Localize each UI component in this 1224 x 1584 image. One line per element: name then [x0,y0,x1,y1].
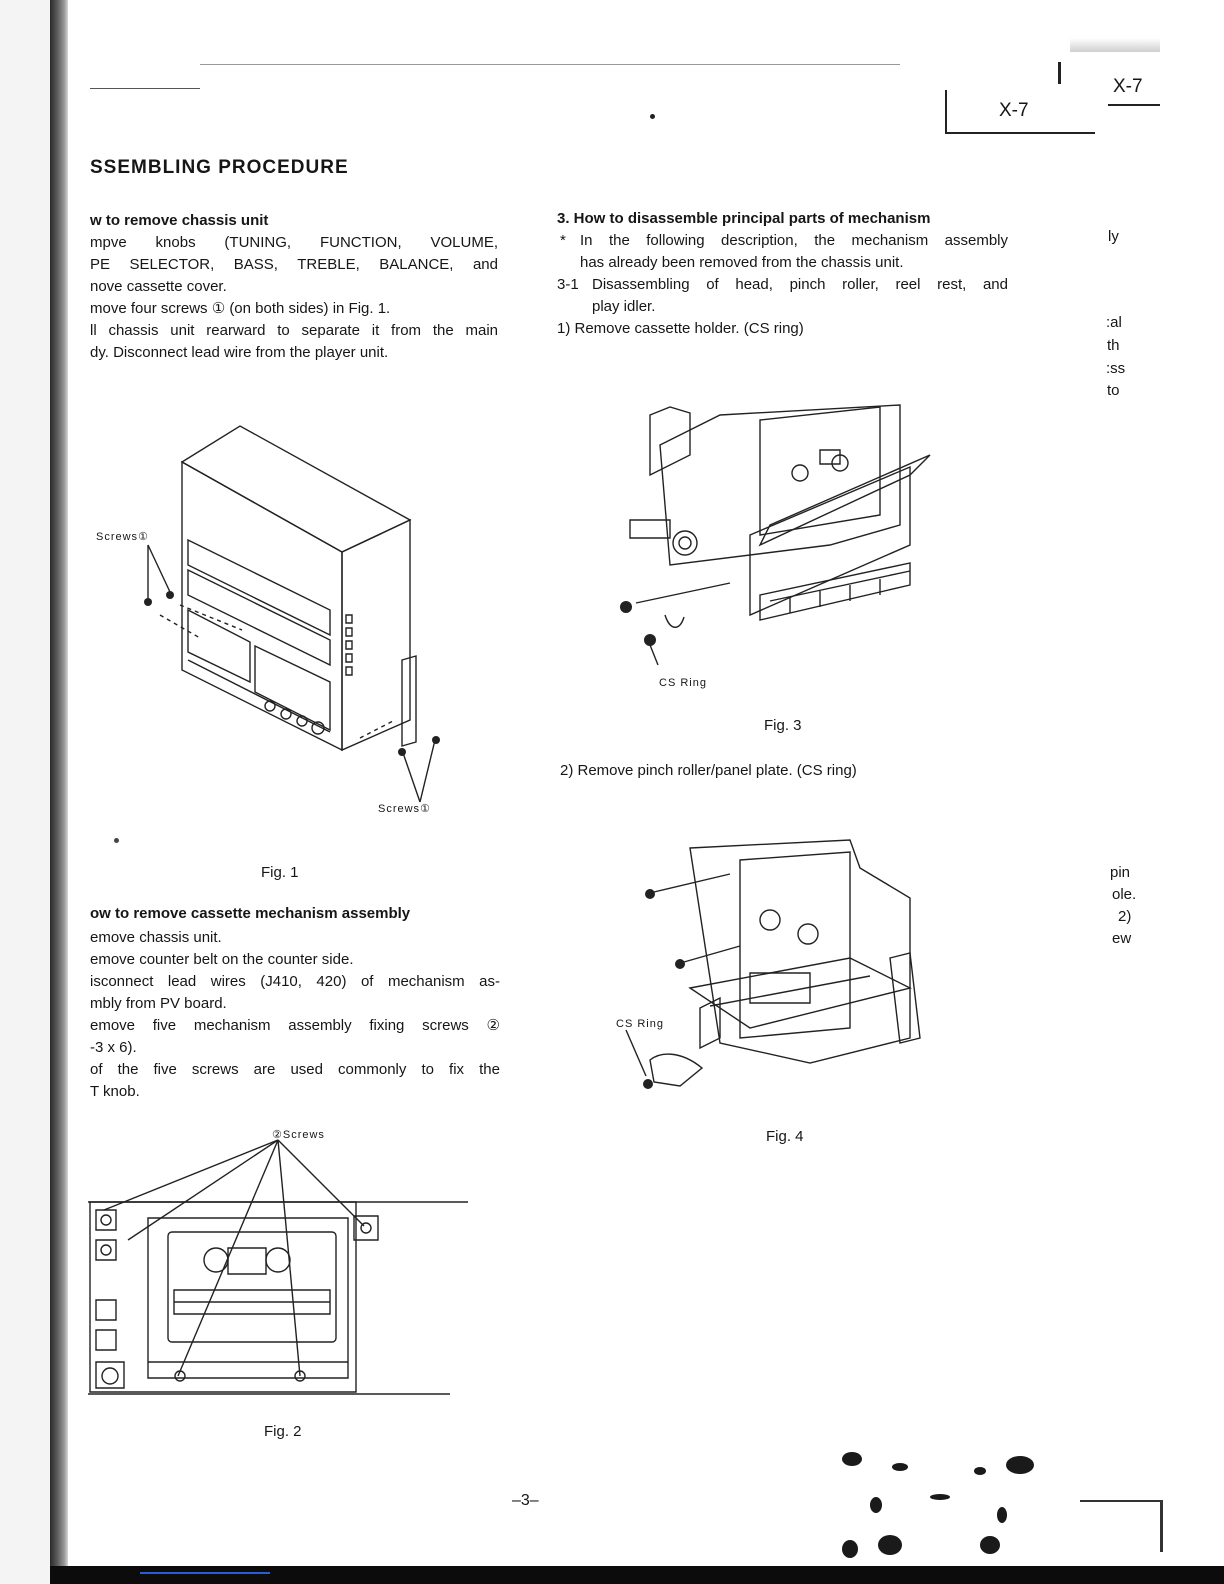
header-rule-top [200,64,900,65]
model-number-right: X-7 [1113,76,1143,97]
header-box-left [945,90,947,132]
scan-corner-artifact [1080,1500,1163,1552]
section1-line-3: nove cassette cover. [90,278,227,295]
section2-line-6: -3 x 6). [90,1039,137,1056]
header-rule-left [90,88,200,89]
fragment-1: ly [1108,228,1119,245]
section2-line-7: of the five screws are used commonly to fix the [90,1061,500,1078]
scan-left-margin [0,0,50,1584]
header-tick [1058,62,1061,84]
header-box-bottom [945,132,1095,134]
scan-bottom-bar [50,1566,1224,1584]
section1-line-4: move four screws ① (on both sides) in Fig. 1. [90,300,391,317]
fragment-6: pin [1110,864,1131,881]
section-heading-cassette: ow to remove cassette mechanism assembly [90,905,411,922]
fig1-caption: Fig. 1 [261,864,299,881]
section2-line-1: emove chassis unit. [90,929,222,946]
header-rule-right [1108,104,1160,106]
scan-bottom-mark [140,1572,270,1574]
fragment-9: ew [1112,930,1132,947]
model-number-left: X-7 [999,100,1029,121]
fragment-3: th [1107,337,1120,354]
step-1-text: 1) Remove cassette holder. (CS ring) [557,320,804,337]
ink-blot-artifact [830,1445,1060,1565]
fig1-screws-label-bottom: Screws① [378,803,431,815]
section-heading-chassis: w to remove chassis unit [90,212,269,229]
section2-line-4: mbly from PV board. [90,995,227,1012]
section2-line-5: emove five mechanism assembly fixing screws ② [90,1017,500,1034]
fig4-caption: Fig. 4 [766,1128,804,1145]
section2-line-2: emove counter belt on the counter side. [90,951,354,968]
section1-line-2: PE SELECTOR, BASS, TREBLE, BALANCE, and [90,256,498,273]
bullet-asterisk: * [560,232,566,249]
page-title: SSEMBLING PROCEDURE [90,157,349,178]
fragment-8: 2) [1118,908,1132,925]
step-2-text: 2) Remove pinch roller/panel plate. (CS ring) [560,762,857,779]
scan-binding-shadow [50,0,68,1584]
fragment-2: :al [1106,314,1122,331]
header-smudge [1070,38,1160,52]
section-heading-mechanism: 3. How to disassemble principal parts of mechanism [557,210,931,227]
fig4-pinch-roller-drawing [610,838,950,1098]
section2-line-8: T knob. [90,1083,140,1100]
fig1-screws-label-top: Screws① [96,531,149,543]
fragment-4: :ss [1106,360,1126,377]
section1-line-6: dy. Disconnect lead wire from the player unit. [90,344,389,361]
fragment-5: to [1107,382,1120,399]
fig3-caption: Fig. 3 [764,717,802,734]
section1-line-5: ll chassis unit rearward to separate it from the main [90,322,498,339]
page-number: –3– [512,1492,539,1509]
section2-line-3: isconnect lead wires (J410, 420) of mechanism as- [90,973,500,990]
sub31-line-1: Disassembling of head, pinch roller, reel rest, and [592,276,1008,293]
fig4-csring-label: CS Ring [616,1018,664,1030]
scan-dot [650,114,655,119]
bullet-line-1: In the following description, the mechanism assembly [580,232,1008,249]
scan-dot-2 [114,838,119,843]
fragment-7: ole. [1112,886,1137,903]
fig1-stereo-unit-drawing [90,420,470,820]
fig2-caption: Fig. 2 [264,1423,302,1440]
fig3-cassette-holder-drawing [610,395,940,675]
fig2-mechanism-drawing [88,1140,468,1400]
fig3-csring-label: CS Ring [659,677,707,689]
bullet-line-2: has already been removed from the chassis unit. [580,254,904,271]
sub31-line-2: play idler. [592,298,656,315]
section1-line-1: mpve knobs (TUNING, FUNCTION, VOLUME, [90,234,498,251]
sub31-number: 3-1 [557,276,579,293]
fig2-screws-label: ②Screws [272,1129,325,1141]
